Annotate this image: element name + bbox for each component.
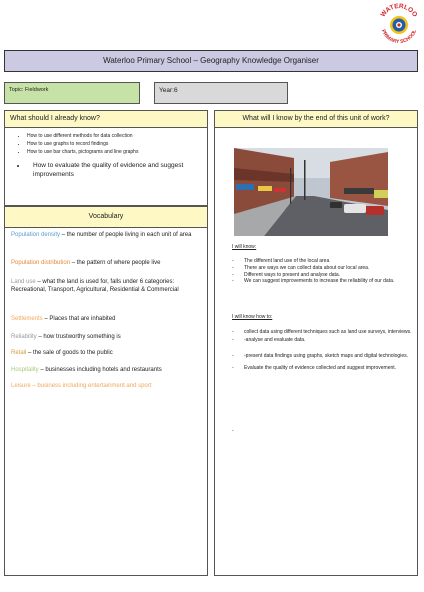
vocabulary-list bbox=[4, 228, 208, 576]
how-list bbox=[232, 329, 412, 372]
vocab-definition: – the pattern of where people live bbox=[70, 260, 161, 266]
vocab-term: Land use bbox=[11, 279, 36, 285]
vocab-definition: – Places that are inhabited bbox=[42, 316, 116, 322]
prior-item: • How to use different methods for data collection bbox=[27, 132, 207, 140]
year-box bbox=[154, 82, 288, 104]
vocab-definition: – how trustworthy something is bbox=[36, 334, 121, 340]
street-photo bbox=[234, 148, 388, 236]
prior-item: • How to use graphs to record findings bbox=[27, 140, 207, 148]
prior-knowledge-list bbox=[4, 128, 208, 206]
how-heading: I will know how to: bbox=[232, 314, 273, 320]
topic-label: Topic: Fieldwork bbox=[9, 87, 49, 93]
vocab-term: Hospitality bbox=[11, 367, 39, 373]
vocab-term: Population density bbox=[11, 232, 61, 238]
trailing-dash: - bbox=[232, 428, 234, 434]
vocab-item bbox=[11, 334, 205, 342]
prior-item: • How to use bar charts, pictograms and line graphs bbox=[27, 148, 207, 156]
vocab-term: Reliability bbox=[11, 334, 37, 340]
page-title-text: Waterloo Primary School – Geography Knowledge Organiser bbox=[103, 56, 319, 65]
future-knowledge-heading bbox=[214, 110, 418, 128]
know-list bbox=[232, 258, 412, 285]
vocab-item bbox=[11, 383, 205, 391]
vocab-term: Retail bbox=[11, 350, 27, 356]
vocab-definition: – the number of people living in each unit of area bbox=[60, 232, 192, 238]
prior-item-evaluate: • How to evaluate the quality of evidence and suggest improvements bbox=[27, 162, 207, 179]
logo-bottom-text: PRIMARY SCHOOL bbox=[379, 28, 419, 46]
know-item: - We can suggest improvements to increase the reliability of our data. bbox=[232, 278, 395, 285]
vocab-item bbox=[11, 316, 205, 324]
vocab-definition: – business including entertainment and sport bbox=[30, 383, 152, 389]
know-item: - There are ways we can collect data about our local area. bbox=[232, 264, 370, 271]
vocab-item bbox=[11, 367, 205, 375]
prior-knowledge-heading bbox=[4, 110, 208, 128]
vocab-term: Settlements bbox=[11, 316, 43, 322]
vocab-term: Population distribution bbox=[11, 260, 71, 266]
prior-heading-text: What should I already know? bbox=[10, 115, 100, 122]
topic-box bbox=[4, 82, 140, 104]
vocab-definition: – the sale of goods to the public bbox=[26, 350, 113, 356]
vocab-item bbox=[11, 260, 205, 268]
vocab-item bbox=[11, 279, 205, 294]
how-item: - -analyse and evaluate data. bbox=[232, 336, 306, 343]
vocabulary-heading bbox=[4, 206, 208, 228]
know-item: - Different ways to present and analyse data. bbox=[232, 271, 341, 278]
how-item: - collect data using different techniques such as land use surveys, interviews. bbox=[232, 329, 412, 335]
future-heading-text: What will I know by the end of this unit of work? bbox=[242, 115, 390, 122]
year-label: Year:6 bbox=[159, 87, 178, 94]
vocab-definition: – what the land is used for, falls under 6 categories: Recreational, Transport, Agricultural, Residential & Commercial bbox=[11, 279, 179, 293]
vocabulary-heading-text: Vocabulary bbox=[88, 213, 124, 220]
vocab-definition: – businesses including hotels and restaurants bbox=[38, 367, 162, 373]
page-title bbox=[4, 50, 418, 72]
school-logo bbox=[376, 2, 422, 48]
vocab-term: Leisure bbox=[11, 383, 31, 389]
know-heading: I will know: bbox=[232, 244, 257, 250]
how-item: - Evaluate the quality of evidence collected and suggest improvement. bbox=[232, 365, 397, 372]
vocab-item bbox=[11, 232, 205, 240]
vocab-item bbox=[11, 350, 205, 358]
logo-top-text: WATERLOO bbox=[379, 2, 419, 19]
how-item: - -present data findings using graphs, sketch maps and digital technologies. bbox=[232, 352, 408, 359]
know-item: - The different land use of the local area bbox=[232, 258, 330, 264]
